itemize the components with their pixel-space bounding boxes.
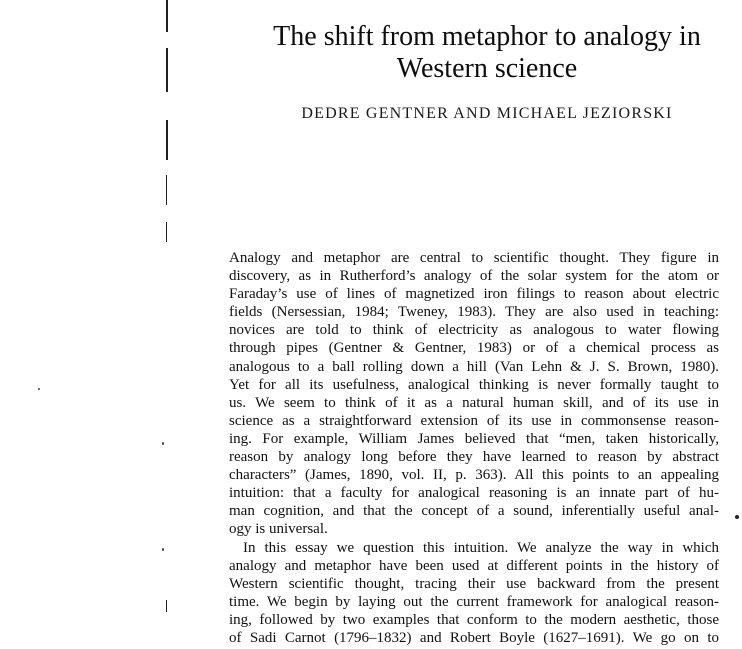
- text-line: Western scientific thought, tracing their use backward from the present: [229, 575, 719, 592]
- text-line: ogy is universal.: [229, 521, 328, 538]
- text-line: Faraday’s use of lines of magnetized iron filings to reason about electric: [229, 286, 719, 303]
- text-line: analogy and metaphor have been used at different points in the history of: [229, 557, 719, 574]
- text-line: ing. For example, William James believed that “men, taken historically,: [229, 430, 719, 447]
- text-line: man cognition, and that the concept of a sound, inferentially useful anal-: [229, 503, 719, 520]
- binding-edge-mark: [166, 175, 167, 205]
- article-title: [232, 21, 742, 85]
- text-line: intuition: that a faculty for analogical reasoning is an innate part of hu-: [229, 485, 719, 502]
- text-line: science as a straightforward extension of its use in commonsense reason-: [229, 412, 719, 429]
- binding-edge-mark: [166, 222, 167, 242]
- scan-speck: [38, 388, 40, 390]
- title-line: Western science: [396, 53, 578, 84]
- title-line: The shift from metaphor to analogy in: [273, 21, 701, 52]
- text-line: Yet for all its usefulness, analogical thinking is never formally taught to: [229, 376, 719, 393]
- binding-edge-mark: [166, 120, 168, 160]
- body-text: [229, 249, 719, 647]
- authors: DEDRE GENTNER AND MICHAEL JEZIORSKI: [301, 105, 673, 122]
- text-line: of Sadi Carnot (1796–1832) and Robert Boyle (1627–1691). We go on to: [229, 629, 719, 646]
- text-line: through pipes (Gentner & Gentner, 1983) or of a chemical process as: [229, 340, 719, 357]
- text-line: discovery, as in Rutherford’s analogy of the solar system for the atom or: [229, 268, 719, 285]
- text-line: In this essay we question this intuition. We analyze the way in which: [243, 539, 719, 556]
- text-line: Analogy and metaphor are central to scientific thought. They figure in: [229, 250, 719, 266]
- text-line: ing, followed by two examples that conform to the modern aesthetic, those: [229, 611, 719, 628]
- scan-speck: [162, 548, 164, 551]
- text-line: us. We seem to think of it as a natural human skill, and of its use in: [229, 394, 719, 411]
- binding-edge-mark: [166, 48, 168, 92]
- text-line: time. We begin by laying out the current framework for analogical reason-: [229, 593, 719, 610]
- text-line: fields (Nersessian, 1984; Tweney, 1983). They are also used in teaching:: [229, 304, 719, 321]
- binding-edge-mark: [166, 0, 168, 32]
- text-line: characters” (James, 1890, vol. II, p. 363). All this points to an appealing: [229, 467, 719, 484]
- text-line: reason by analogy long before they have learned to reason by abstract: [229, 449, 719, 466]
- scan-speck: [162, 442, 164, 445]
- text-line: analogous to a ball rolling down a hill (Van Lehn & J. S. Brown, 1980).: [229, 358, 719, 375]
- binding-edge-mark: [166, 600, 167, 612]
- text-line: novices are told to think of electricity as analogous to water flowing: [229, 322, 719, 339]
- scan-speck: [735, 515, 739, 519]
